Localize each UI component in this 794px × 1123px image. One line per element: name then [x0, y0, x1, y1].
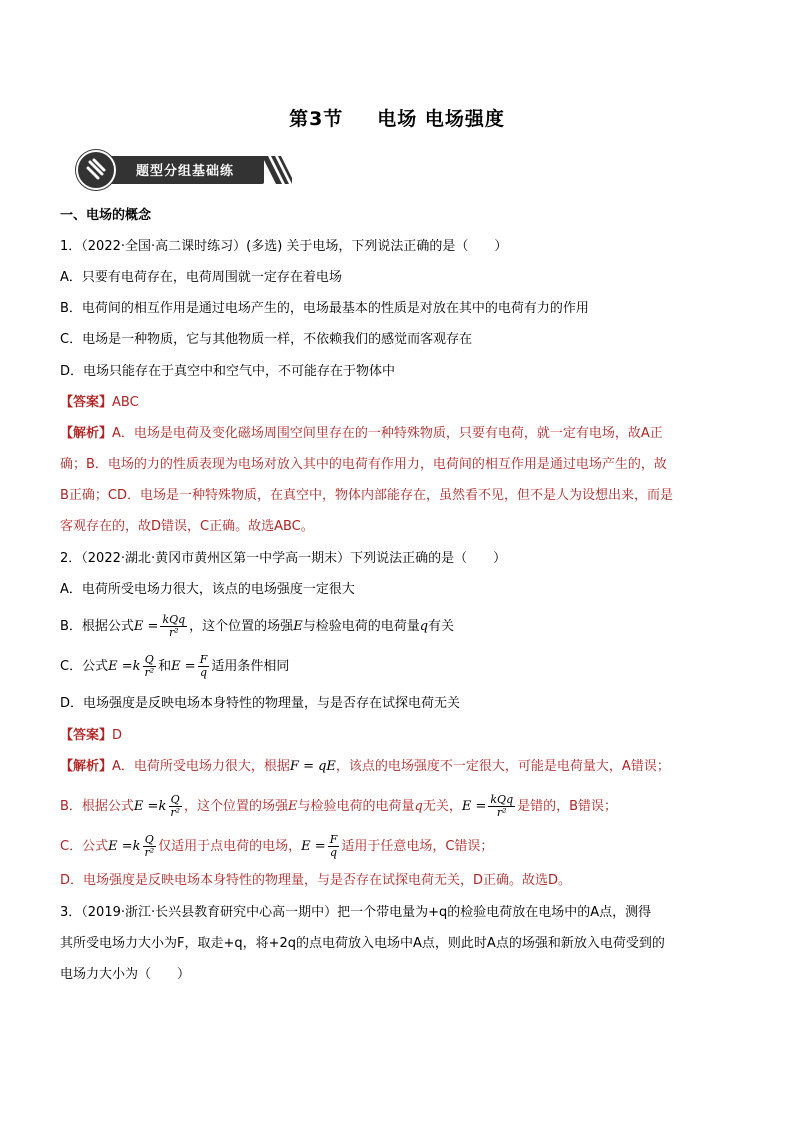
q1-option-c: C．电场是一种物质，它与其他物质一样，不依赖我们的感觉而客观存在 [60, 332, 473, 347]
analysis-c-text-2: 适用于任意电场，C错误； [341, 839, 494, 854]
q2-option-c [60, 654, 289, 679]
section-name: 电场 电场强度 [377, 108, 505, 130]
formula-f-qe: F = qE [289, 759, 336, 774]
q1-analysis-line-2: 确；B．电场的力的性质表现为电场对放入其中的电荷有作用力，电荷间的相互作用是通过电场产生的，故 [60, 457, 667, 472]
section-banner [76, 150, 286, 190]
option-c-prefix: C．公式 [60, 659, 109, 674]
option-b-text-2: 与检验电荷的电荷量 [302, 619, 420, 634]
q2-answer [60, 726, 122, 746]
numerator: Q [144, 653, 154, 666]
analysis-c-text: 仅适用于点电荷的电场， [158, 839, 302, 854]
q1-analysis-line-1 [60, 424, 663, 444]
formula-F-over-q [198, 654, 210, 679]
symbol-q: q [414, 799, 423, 814]
banner-label: 题型分组基础练 [136, 164, 235, 179]
q2-option-a: A．电荷所受电场力很大，该点的电场强度一定很大 [60, 582, 355, 597]
denominator: r² [170, 806, 180, 819]
formula-kQq-over-r2 [488, 794, 515, 819]
denominator: r² [168, 626, 179, 639]
analysis-b-text-4: 是错的，B错误； [517, 799, 618, 814]
symbol-k: k [132, 839, 141, 854]
symbol-e: E [293, 619, 303, 634]
q3-line-2: 其所受电场力大小为F，取走+q，将+2q的点电荷放入电场中A点，则此时A点的场强和新放入电荷受到的 [60, 936, 665, 951]
formula-e: E = [108, 659, 133, 674]
analysis-b-text-2: 与检验电荷的电荷量 [297, 799, 415, 814]
denominator: r² [496, 806, 507, 819]
formula-Q-over-r2 [142, 834, 156, 859]
banner-stripes-icon [262, 156, 292, 184]
symbol-q: q [419, 619, 429, 634]
option-c-mid: 和 [158, 659, 172, 674]
q2-analysis-line-2 [60, 794, 617, 819]
answer-label: 【答案】 [60, 728, 113, 743]
analysis-b-prefix: B．根据公式 [60, 799, 134, 814]
formula-Q-over-r2 [168, 794, 182, 819]
q2-option-b [60, 614, 454, 639]
q2-analysis-line-4: D．电场强度是反映电场本身特性的物理量，与是否存在试探电荷无关，D正确。故选D。 [60, 873, 572, 888]
q1-option-b: B．电荷间的相互作用是通过电场产生的，电场最基本的性质是对放在其中的电荷有力的作用 [60, 301, 589, 316]
page-title [0, 104, 794, 131]
analysis-a-text-2: ，该点的电场强度不一定很大，可能是电荷量大，A错误； [335, 759, 670, 774]
numerator: kQq [162, 613, 186, 626]
q1-analysis-line-4: 客观存在的，故D错误，C正确。故选ABC。 [60, 519, 314, 534]
analysis-label: 【解析】 [60, 759, 113, 774]
symbol-k: k [132, 659, 141, 674]
option-b-text: ，这个位置的场强 [189, 619, 294, 634]
q2-analysis-line-3 [60, 834, 493, 859]
answer-value: D [112, 728, 123, 743]
q1-analysis-line-3: B正确；CD．电场是一种特殊物质，在真空中，物体内部能存在，虽然看不见，但不是人为设想出来，而是 [60, 488, 674, 503]
q2-analysis-line-1 [60, 757, 670, 777]
formula-e-2: E = [171, 659, 196, 674]
option-b-prefix: B．根据公式 [60, 619, 134, 634]
option-b-text-3: 有关 [428, 619, 455, 634]
analysis-text: A．电场是电荷及变化磁场周围空间里存在的一种特殊物质，只要有电荷，就一定有电场，故A正 [112, 426, 663, 441]
numerator: Q [144, 833, 154, 846]
analysis-c-prefix: C．公式 [60, 839, 109, 854]
formula-e-2: E = [461, 799, 487, 814]
q3-line-1: 3．（2019·浙江·长兴县教育研究中心高一期中）把一个带电量为+q的检验电荷放在电场中的A点，测得 [60, 905, 652, 920]
formula-kQq-over-r2 [160, 614, 187, 639]
formula-Q-over-r2 [142, 654, 156, 679]
q1-option-a: A．只要有电荷存在，电荷周围就一定存在着电场 [60, 270, 342, 285]
formula-F-over-q [328, 834, 340, 859]
q1-stem: 1．（2022·全国·高二课时练习）(多选) 关于电场，下列说法正确的是（ ） [60, 239, 508, 254]
numerator: F [199, 653, 208, 666]
analysis-b-text: ，这个位置的场强 [184, 799, 289, 814]
q1-answer [60, 393, 139, 413]
denominator: r² [144, 666, 155, 679]
denominator: r² [144, 846, 155, 859]
answer-value: ABC [112, 395, 139, 410]
formula-e: E = [108, 839, 133, 854]
symbol-k: k [158, 799, 167, 814]
formula-e-2: E = [301, 839, 326, 854]
q2-option-d: D．电场强度是反映电场本身特性的物理量，与是否存在试探电荷无关 [60, 696, 461, 711]
analysis-b-text-3: 无关， [422, 799, 462, 814]
symbol-e: E [288, 799, 298, 814]
analysis-a-text: A．电荷所受电场力很大，根据 [112, 759, 290, 774]
formula-e: E = [133, 799, 159, 814]
heading-concept: 一、电场的概念 [60, 208, 152, 223]
banner-logo-icon [76, 150, 116, 190]
numerator: Q [170, 793, 180, 806]
denominator: q [199, 666, 208, 679]
section-number: 第3节 [289, 108, 344, 130]
option-c-text: 适用条件相同 [211, 659, 290, 674]
q2-stem: 2．（2022·湖北·黄冈市黄州区第一中学高一期末）下列说法正确的是（ ） [60, 551, 507, 566]
answer-label: 【答案】 [60, 395, 113, 410]
numerator: kQq [490, 793, 514, 806]
formula-e: E = [133, 619, 159, 634]
denominator: q [329, 846, 338, 859]
analysis-label: 【解析】 [60, 426, 113, 441]
numerator: F [329, 833, 338, 846]
q1-option-d: D．电场只能存在于真空中和空气中，不可能存在于物体中 [60, 364, 396, 379]
q3-line-3: 电场力大小为（ ） [60, 967, 191, 982]
